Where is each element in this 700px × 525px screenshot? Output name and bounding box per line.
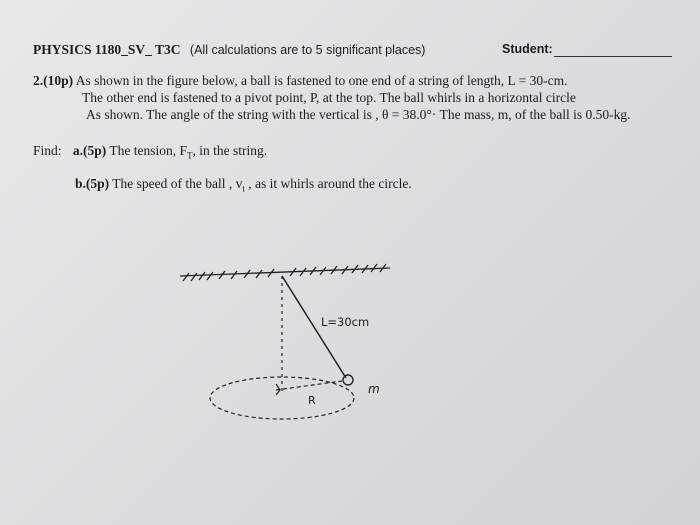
ball [343, 375, 353, 385]
course-code: PHYSICS 1180_SV_ T3C [33, 42, 181, 57]
course-note: (All calculations are to 5 significant places) [189, 43, 426, 57]
student-label: Student: [502, 42, 553, 56]
part-a-text: The tension, F [109, 143, 188, 158]
radius-label: R [308, 394, 316, 407]
ceiling [180, 264, 390, 281]
part-b-sub: t [242, 183, 245, 194]
part-b-tag: b.(5p) [75, 176, 110, 191]
part-b-text: The speed of the ball , v [112, 176, 243, 191]
question-number: 2.(10p) [33, 73, 74, 88]
part-b-end: , as it whirls around the circle. [244, 176, 412, 191]
radius-line [276, 381, 342, 390]
question-line-2: The other end is fastened to a pivot point, P, at the top. The ball whirls in a horizontal circle [82, 90, 576, 105]
part-a-sub: T [187, 150, 193, 161]
question-line-3: As shown. The angle of the string with the vertical is , θ = 38.0°· The mass, m, of the ball is 0.50-kg. [86, 107, 631, 122]
find-label: Find: [33, 143, 62, 158]
length-label: L=30cm [321, 315, 370, 329]
question-text-1: As shown in the figure below, a ball is fastened to one end of a string of length, L = 30-cm. [75, 73, 568, 88]
part-a-end: , in the string. [192, 143, 268, 158]
part-a-tag: a.(5p) [72, 143, 107, 158]
mass-label: m [368, 382, 380, 396]
